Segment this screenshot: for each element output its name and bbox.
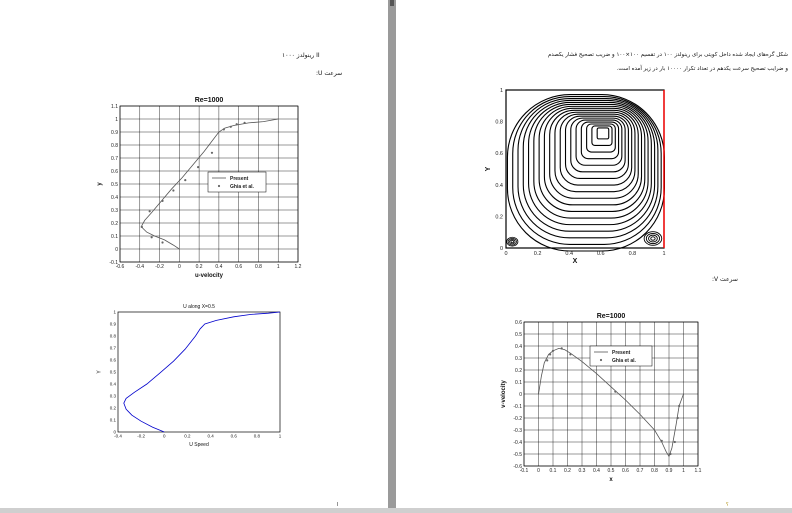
- y-tick-label: 0.4: [111, 194, 118, 201]
- u-velocity-chart: [96, 96, 306, 286]
- y-tick-label: 0.6: [111, 168, 118, 175]
- ghia-data-point: [197, 166, 199, 168]
- ghia-data-point: [561, 347, 563, 349]
- y-tick-label: 0.2: [109, 405, 116, 411]
- x-tick-label: 0: [177, 264, 181, 270]
- y-tick-label: 0.2: [515, 367, 522, 374]
- y-tick-label: 0.6: [109, 357, 116, 363]
- x-tick-label: 0.6: [596, 251, 605, 257]
- ghia-data-point: [151, 236, 153, 238]
- gutter-marker: [390, 0, 394, 6]
- x-tick-label: 0.8: [651, 468, 658, 474]
- ghia-data-point: [184, 179, 186, 181]
- y-tick-label: 0.4: [495, 182, 503, 189]
- y-tick-label: 0.6: [515, 319, 522, 326]
- x-tick-label: 0.1: [549, 468, 557, 474]
- y-axis-label: y: [97, 182, 103, 186]
- ghia-data-point: [669, 453, 671, 455]
- y-tick-label: 0.1: [111, 233, 118, 240]
- u-along-x-chart: [96, 300, 288, 450]
- y-tick-label: 0.4: [515, 343, 522, 350]
- x-tick-label: 1.2: [294, 264, 302, 270]
- y-tick-label: 0.8: [495, 119, 503, 126]
- x-tick-label: 0.4: [593, 468, 600, 474]
- x-tick-label: 0: [504, 251, 508, 257]
- x-tick-label: 1.1: [694, 468, 702, 474]
- x-tick-label: -0.1: [519, 468, 529, 474]
- legend-label-present: Present: [612, 350, 631, 356]
- ghia-data-point: [661, 440, 663, 442]
- x-tick-label: 1: [662, 251, 666, 257]
- y-tick-label: -0.6: [513, 463, 522, 470]
- y-tick-label: 1.1: [111, 103, 118, 110]
- y-tick-label: -0.1: [513, 403, 522, 410]
- bottom-strip: [0, 508, 792, 513]
- x-tick-label: 0.3: [578, 468, 586, 474]
- ghia-data-point: [230, 126, 232, 128]
- y-tick-label: 0.7: [111, 155, 118, 162]
- y-tick-label: -0.4: [513, 439, 522, 446]
- y-tick-label: 0.2: [111, 220, 118, 227]
- y-tick-label: 0: [113, 429, 116, 435]
- y-tick-label: 0.8: [111, 142, 118, 149]
- x-tick-label: 0.2: [184, 433, 191, 439]
- y-tick-label: 1: [499, 88, 503, 94]
- x-tick-label: -0.4: [135, 264, 145, 270]
- ghia-data-point: [674, 441, 676, 443]
- v-velocity-chart: [496, 310, 706, 490]
- x-tick-label: 0.2: [533, 251, 542, 257]
- ghia-data-point: [149, 210, 151, 212]
- page-mark-right: ؟: [726, 502, 729, 508]
- x-tick-label: 0.5: [607, 468, 615, 474]
- y-tick-label: 0.8: [109, 333, 116, 339]
- x-tick-label: 0.8: [628, 251, 637, 257]
- y-tick-label: 0.1: [515, 379, 522, 386]
- right-page: [396, 0, 792, 513]
- caption-u-velocity: سرعت U:: [316, 70, 343, 77]
- x-tick-label: 0: [163, 433, 166, 439]
- x-tick-label: 1: [278, 433, 282, 439]
- ghia-data-point: [244, 122, 246, 124]
- x-tick-label: 0.9: [665, 468, 673, 474]
- y-tick-label: -0.5: [513, 451, 522, 458]
- x-tick-label: 1: [682, 468, 685, 474]
- ghia-data-point: [161, 241, 163, 243]
- y-tick-label: 0.5: [109, 369, 116, 375]
- legend-label-present: Present: [230, 176, 249, 182]
- chart-title: Re=1000: [194, 97, 224, 104]
- y-tick-label: 1: [115, 116, 118, 123]
- ghia-data-point: [172, 189, 174, 191]
- ghia-data-point: [141, 226, 143, 228]
- y-tick-label: 0.9: [111, 129, 118, 136]
- y-axis-label: Y: [96, 370, 103, 374]
- x-tick-label: 0.6: [622, 468, 629, 474]
- ghia-data-point: [552, 350, 554, 352]
- x-tick-label: 0.8: [253, 433, 260, 439]
- page-mark-left: ا: [337, 502, 339, 508]
- paragraph-line-2: و ضرایب تصحیح سرعت یکدهم در تعداد تکرار ۱۰۰۰۰ بار در زیر آمده است.: [616, 66, 788, 72]
- x-tick-label: 0.2: [564, 468, 571, 474]
- x-tick-label: -0.4: [114, 433, 122, 439]
- ghia-data-point: [223, 128, 225, 130]
- x-tick-label: 0.6: [230, 433, 237, 439]
- x-tick-label: 0.6: [235, 264, 243, 270]
- y-tick-label: 0.3: [111, 207, 118, 214]
- header-text: II رینولدز ۱۰۰۰: [282, 52, 320, 59]
- y-tick-label: 0.3: [109, 393, 116, 399]
- legend-label-ghia: Ghia et al.: [230, 184, 254, 190]
- x-tick-label: 0.7: [636, 468, 644, 474]
- ghia-data-point: [211, 152, 213, 154]
- y-axis-label: Y: [485, 166, 492, 172]
- ghia-data-point: [546, 359, 548, 361]
- legend-marker-swatch: [600, 359, 602, 361]
- left-page: [0, 0, 388, 513]
- legend-marker-swatch: [218, 185, 220, 187]
- y-tick-label: 0.6: [495, 151, 503, 158]
- y-tick-label: 0: [115, 246, 118, 253]
- y-tick-label: -0.1: [109, 259, 118, 266]
- chart-title: Re=1000: [596, 313, 626, 320]
- y-tick-label: 0.5: [515, 331, 522, 338]
- x-axis-label: X: [572, 258, 578, 265]
- legend-label-ghia: Ghia et al.: [612, 358, 636, 364]
- x-tick-label: 1: [276, 264, 280, 270]
- y-tick-label: 0.4: [109, 381, 116, 387]
- y-tick-label: 0.3: [515, 355, 522, 362]
- y-tick-label: 0.9: [109, 321, 116, 327]
- x-tick-label: -0.2: [155, 264, 164, 270]
- x-tick-label: -0.2: [137, 433, 146, 439]
- y-tick-label: 0.1: [109, 417, 116, 423]
- ghia-data-point: [677, 417, 679, 419]
- y-tick-label: -0.2: [513, 415, 522, 422]
- ghia-data-point: [236, 123, 238, 125]
- ghia-data-point: [161, 200, 163, 202]
- ghia-data-point: [678, 405, 680, 407]
- y-tick-label: 0.2: [495, 214, 503, 221]
- ghia-data-point: [614, 391, 616, 393]
- page-gutter: [388, 0, 396, 513]
- streamline-chart: [484, 84, 674, 264]
- x-tick-label: 0.4: [215, 264, 223, 270]
- y-tick-label: 0: [519, 391, 522, 398]
- x-tick-label: 0: [537, 468, 540, 474]
- chart-title: U along X=0.5: [183, 304, 215, 310]
- y-tick-label: 0.5: [111, 181, 118, 188]
- x-axis-label: u-velocity: [194, 273, 224, 279]
- ghia-data-point: [549, 353, 551, 355]
- x-tick-label: 0.2: [195, 264, 203, 270]
- x-tick-label: 0.4: [565, 251, 574, 257]
- y-tick-label: 1: [113, 309, 116, 315]
- y-tick-label: 0: [499, 246, 503, 252]
- x-tick-label: -0.6: [115, 264, 125, 270]
- paragraph-line-1: شکل گره‌های ایجاد شده داخل کویتی برای رینولدز ۱۰۰ در تقسیم ۱۰۰×۱۰۰ و ضریب تصحیح فشار یکصدم: [547, 52, 788, 58]
- series-line-1: [124, 312, 280, 432]
- x-tick-label: 0.8: [254, 264, 262, 270]
- y-tick-label: -0.3: [513, 427, 522, 434]
- ghia-data-point: [569, 353, 571, 355]
- x-tick-label: 0.4: [207, 433, 214, 439]
- caption-v-velocity: سرعت V:: [712, 276, 738, 283]
- y-axis-label: v-velocity: [501, 380, 507, 408]
- y-tick-label: 0.7: [109, 345, 116, 351]
- x-axis-label: x: [609, 477, 613, 483]
- x-axis-label: U Speed: [189, 442, 209, 448]
